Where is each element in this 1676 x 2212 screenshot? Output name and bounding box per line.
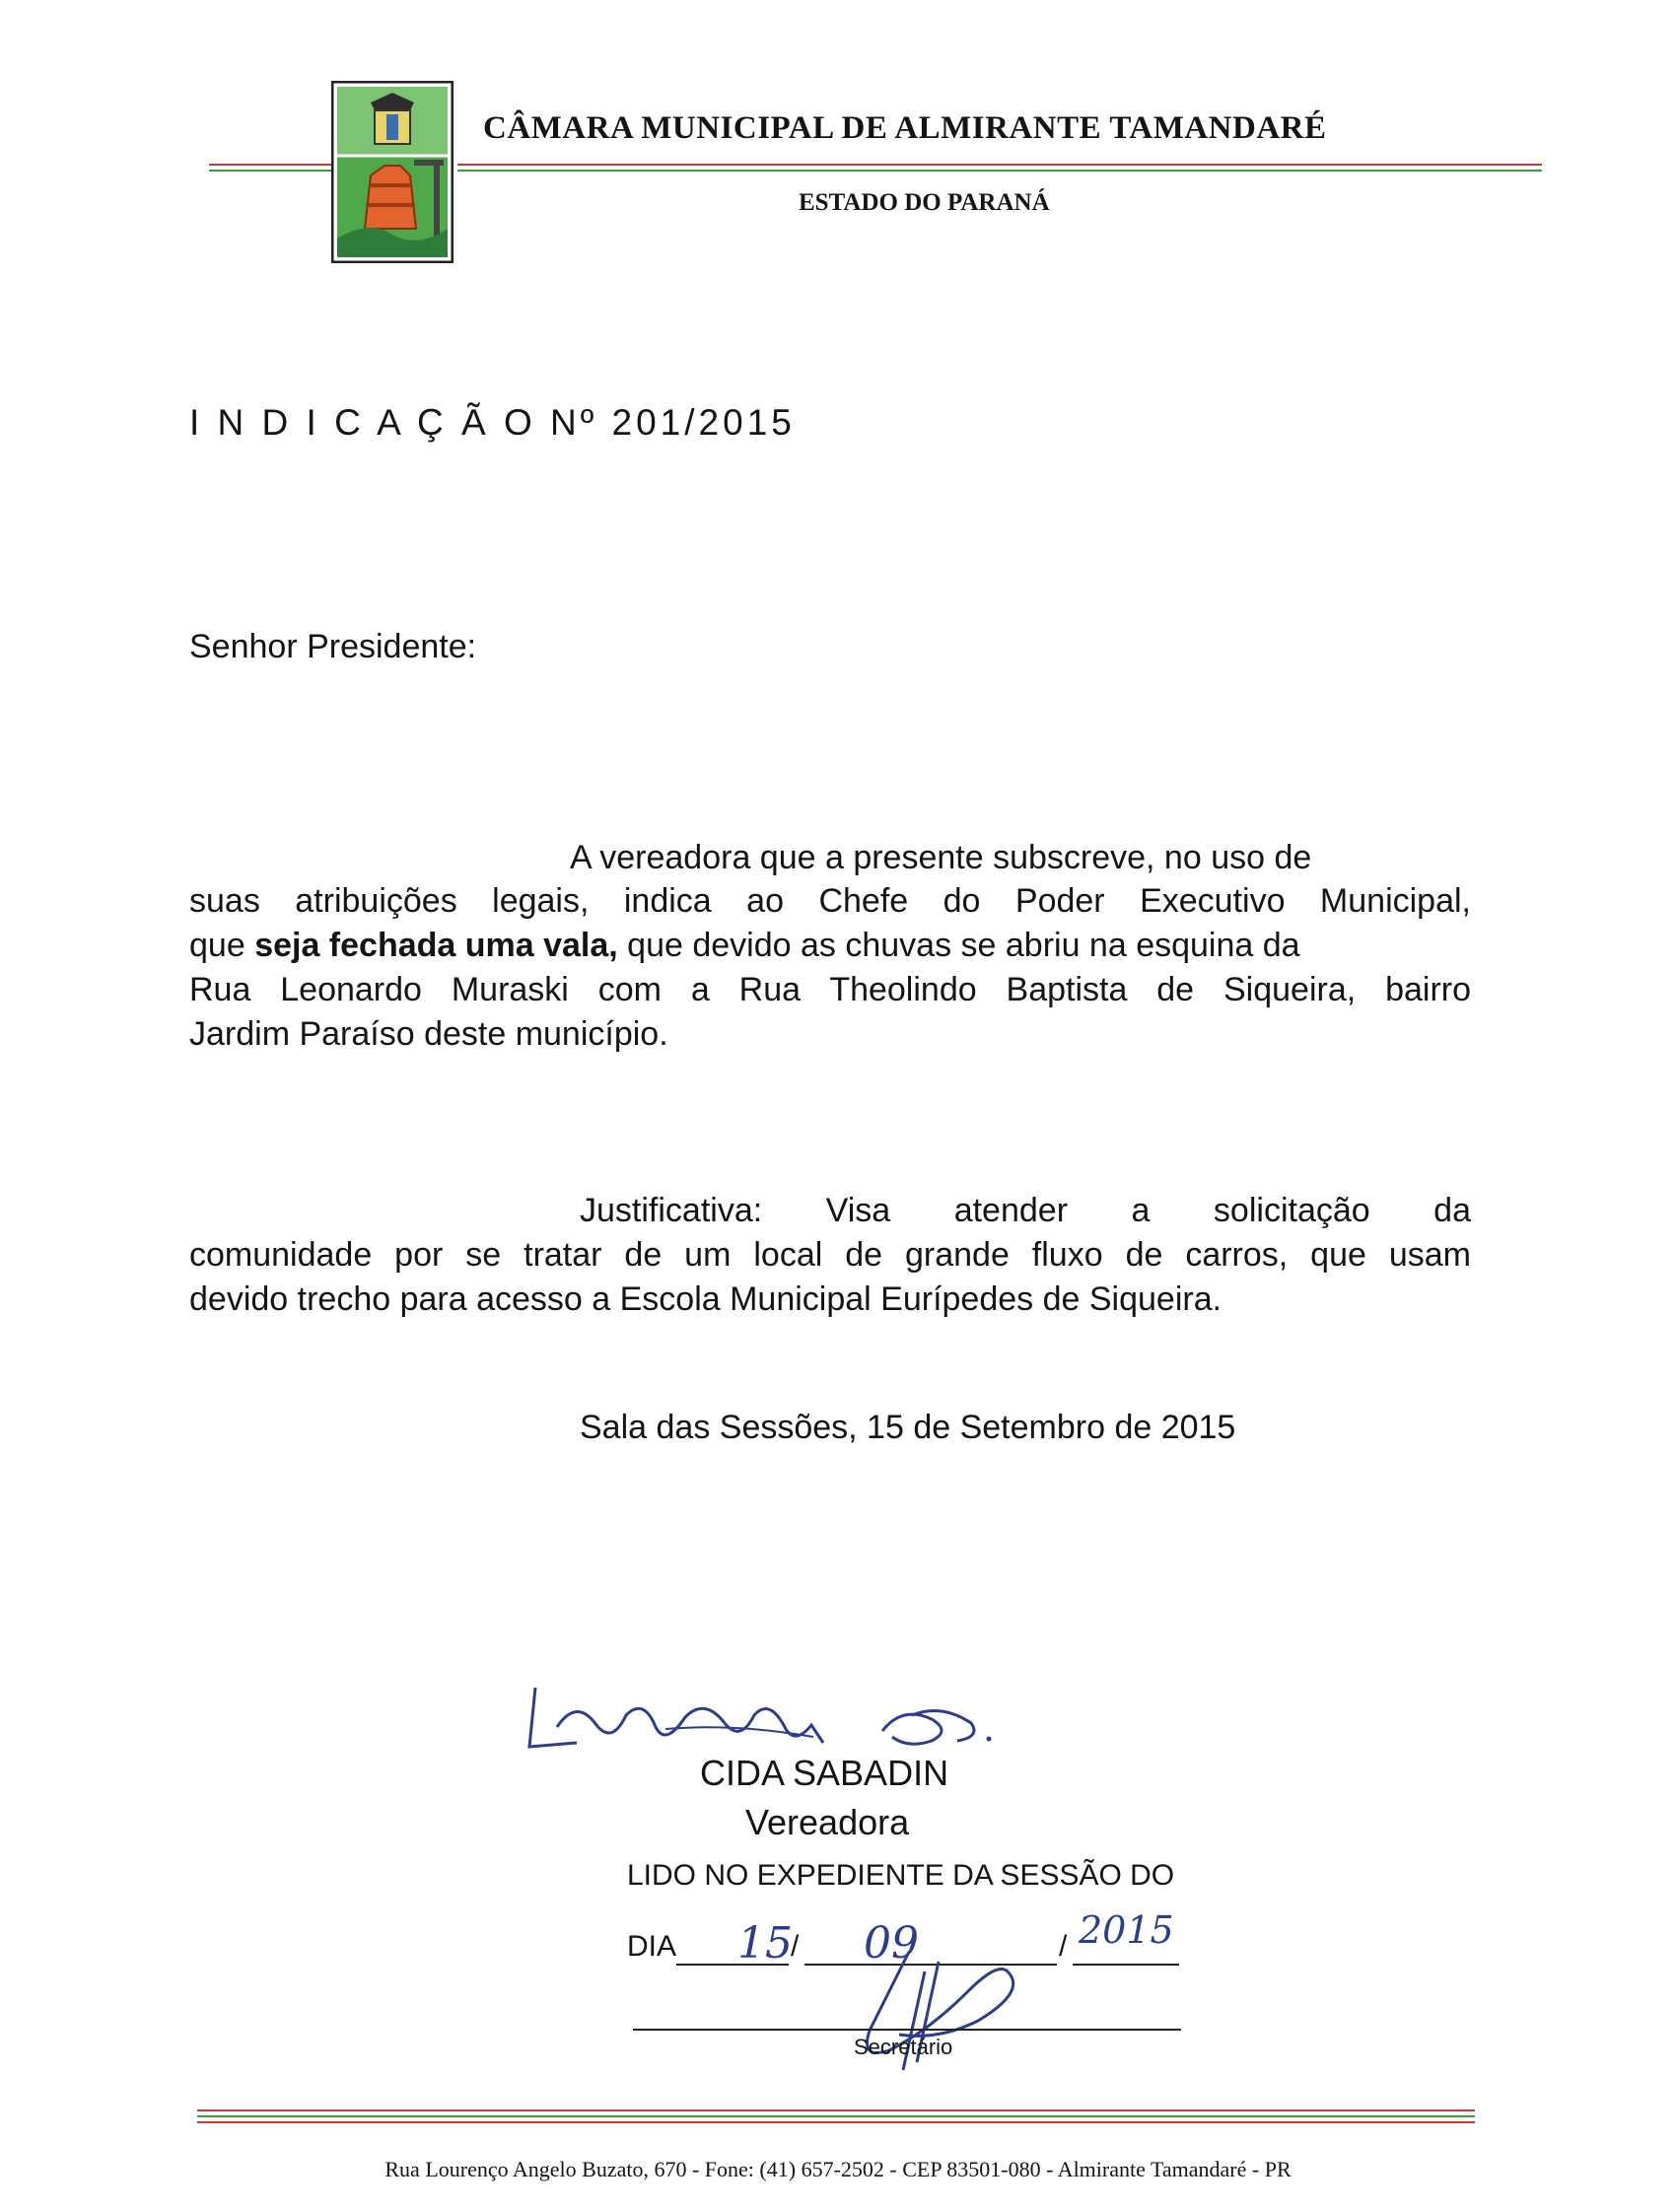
body-line-5: Jardim Paraíso deste município. [189,1015,668,1053]
footer-rule-red [197,2109,1475,2111]
handwritten-day: 15 [737,1918,793,1969]
day-label: DIA [627,1930,677,1963]
justification-line-2: comunidade por se tratar de um local de grande fluxo de carros, que usam [189,1236,1471,1274]
salutation: Senhor Presidente: [189,628,477,665]
handwritten-signature [518,1668,1050,1766]
date-separator-2: / [1059,1930,1068,1963]
footer-rule-red-2 [197,2121,1475,2123]
state-subtitle: ESTADO DO PARANÁ [799,189,1050,216]
document-number: I N D I C A Ç Ã O Nº 201/2015 [189,402,796,443]
justification-line-3: devido trecho para acesso a Escola Municipal Eurípedes de Siqueira. [189,1280,1222,1318]
signer-role: Vereadora [745,1802,910,1842]
footer-rule-green [197,2115,1475,2117]
handwritten-month: 09 [864,1918,919,1969]
header-rule-red-right [457,164,1542,166]
body-line-3 [189,924,1471,968]
header-rule-red-left [209,164,331,166]
body-line-1: A vereadora que a presente subscreve, no uso de [570,839,1312,876]
body-emphasis: seja fechada uma vala, [254,927,618,964]
justification-line-1: Justificativa: Visa atender a solicitação da [580,1192,1471,1229]
date-separator-1: / [791,1930,800,1963]
signer-name: CIDA SABADIN [700,1753,949,1793]
secretary-signature-line [633,2029,1181,2031]
header-rule-green-right [457,170,1542,172]
body-line-2: suas atribuições legais, indica ao Chefe do Poder Executivo Municipal, [189,882,1471,920]
body-line-3-tail: que devido as chuvas se abriu na esquina da [617,927,1300,964]
body-line-4: Rua Leonardo Muraski com a Rua Theolindo Baptista de Siqueira, bairro [189,971,1471,1008]
handwritten-year: 2015 [1079,1908,1174,1952]
header-rule-green-left [209,170,331,172]
municipal-crest-logo [331,81,454,263]
reading-note: LIDO NO EXPEDIENTE DA SESSÃO DO [627,1859,1175,1892]
day-blank [676,1918,793,1969]
body-line-3-lead: que [189,927,255,964]
footer-address: Rua Lourenço Angelo Buzato, 670 - Fone: (41) 657-2502 - CEP 83501-080 - Almirante Tamandaré - PR [384,2157,1292,2181]
year-blank [1073,1908,1179,1966]
secretary-label: Secretário [854,2035,953,2059]
institution-title: CÂMARA MUNICIPAL DE ALMIRANTE TAMANDARÉ [483,110,1327,146]
closing-location-date: Sala das Sessões, 15 de Setembro de 2015 [580,1409,1236,1446]
